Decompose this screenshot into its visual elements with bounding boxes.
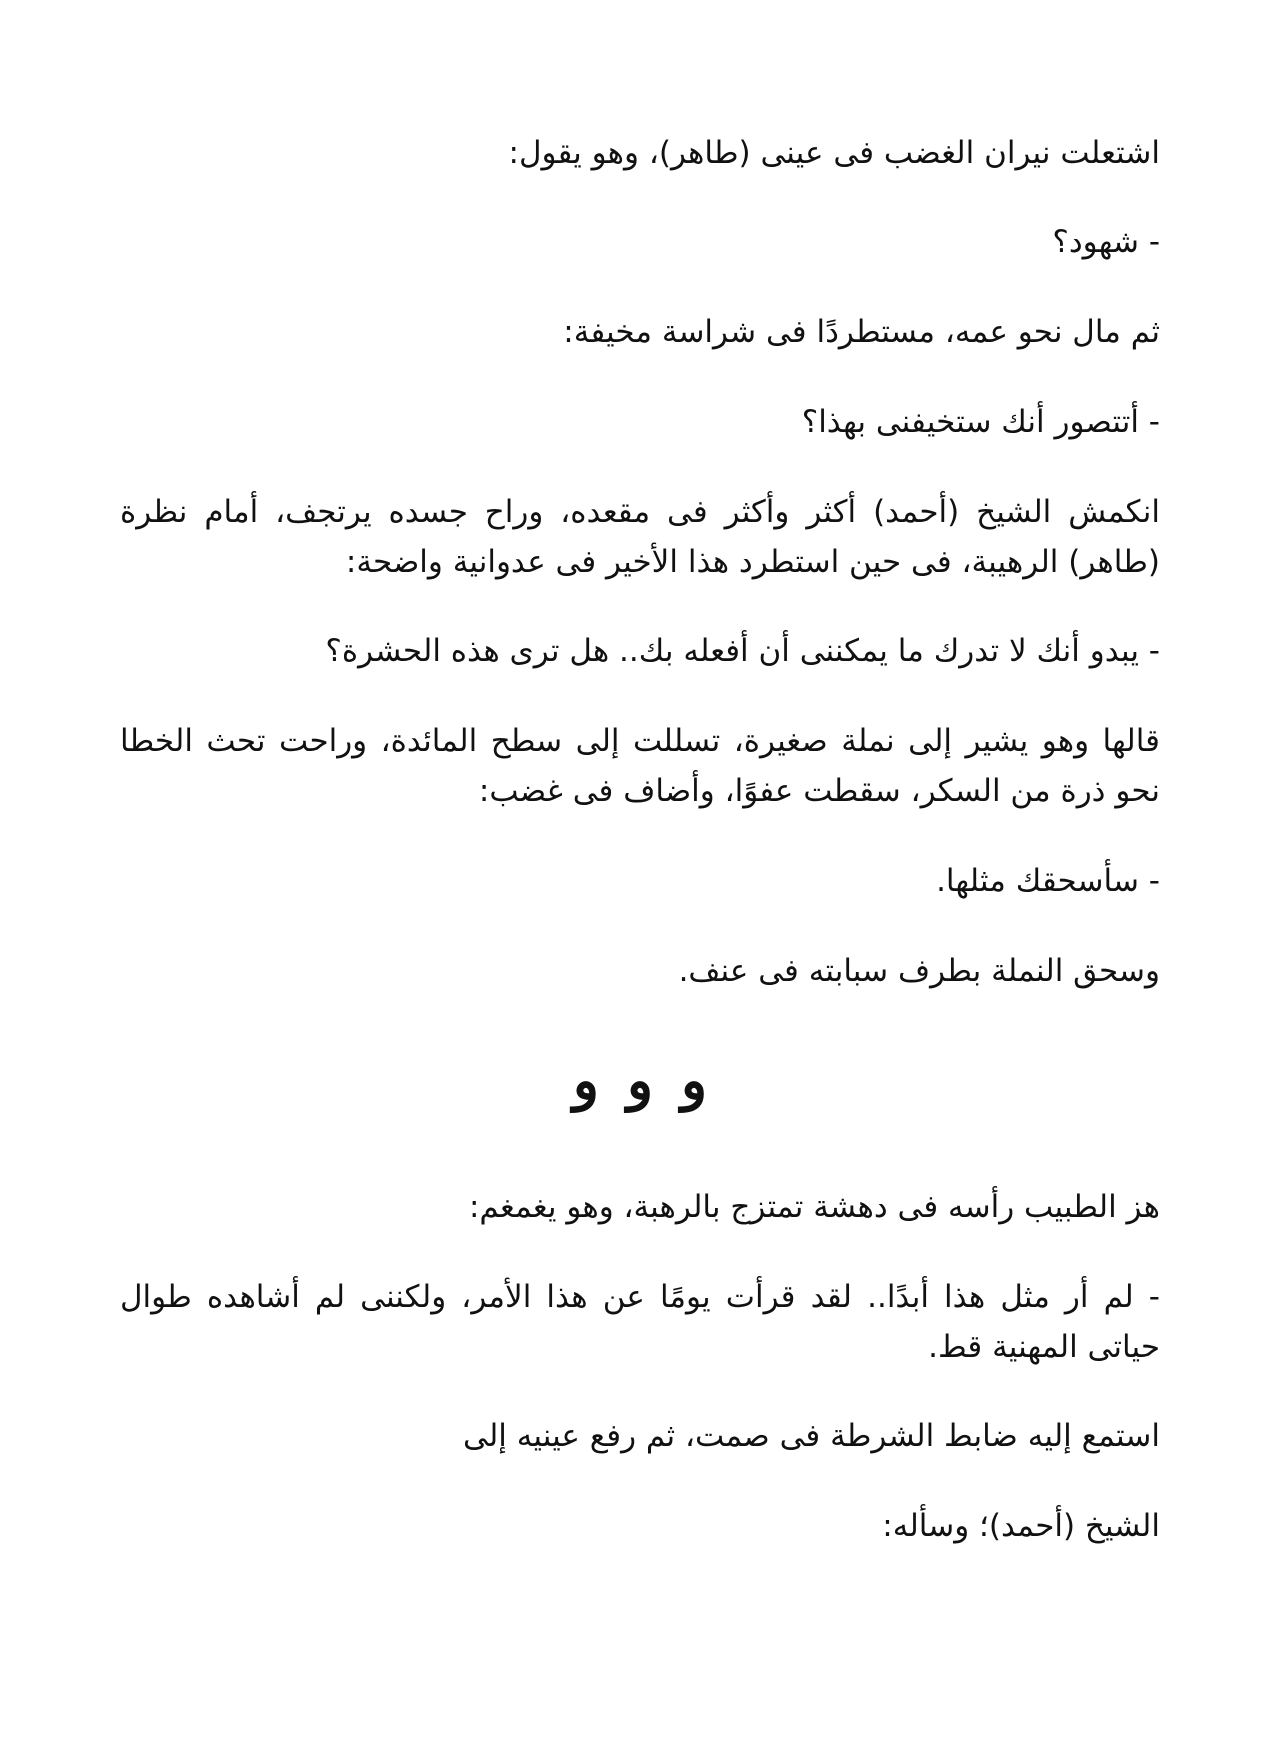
- paragraph-11: - لم أر مثل هذا أبدًا.. لقد قرأت يومًا عن هذا الأمر، ولكننى لم أشاهده طوال حياتى المهنية قط.: [120, 1279, 1160, 1365]
- paragraph-3: ثم مال نحو عمه، مستطردًا فى شراسة مخيفة:: [563, 314, 1160, 350]
- paragraph-6: - يبدو أنك لا تدرك ما يمكننى أن أفعله بك.. هل ترى هذه الحشرة؟: [325, 633, 1160, 669]
- book-page: [120, 0, 1160, 1761]
- paragraph-7: قالها وهو يشير إلى نملة صغيرة، تسللت إلى سطح المائدة، وراحت تحث الخطا نحو ذرة من السكر، سقطت عفوًا، وأضاف فى غضب:: [120, 723, 1160, 809]
- paragraph-12: استمع إليه ضابط الشرطة فى صمت، ثم رفع عينيه إلى: [463, 1418, 1160, 1454]
- paragraph-8: - سأسحقك مثلها.: [936, 863, 1160, 899]
- paragraph-10: هز الطبيب رأسه فى دهشة تمتزج بالرهبة، وهو يغمغم:: [468, 1189, 1160, 1225]
- separator-mark-3: و: [681, 1048, 708, 1112]
- paragraph-1: اشتعلت نيران الغضب فى عينى (طاهر)، وهو يقول:: [508, 135, 1160, 171]
- paragraph-13: الشيخ (أحمد)؛ وسأله:: [882, 1508, 1160, 1544]
- section-separator: [120, 1050, 1160, 1110]
- paragraph-4: - أتتصور أنك ستخيفنى بهذا؟: [801, 404, 1160, 440]
- separator-mark-1: و: [572, 1048, 599, 1112]
- paragraph-2: - شهود؟: [1052, 224, 1160, 260]
- separator-mark-2: و: [626, 1048, 654, 1112]
- paragraph-5: انكمش الشيخ (أحمد) أكثر وأكثر فى مقعده، وراح جسده يرتجف، أمام نظرة (طاهر) الرهيبة، فى حين استطرد هذا الأخير فى عدوانية واضحة:: [120, 494, 1160, 580]
- paragraph-9: وسحق النملة بطرف سبابته فى عنف.: [678, 953, 1160, 989]
